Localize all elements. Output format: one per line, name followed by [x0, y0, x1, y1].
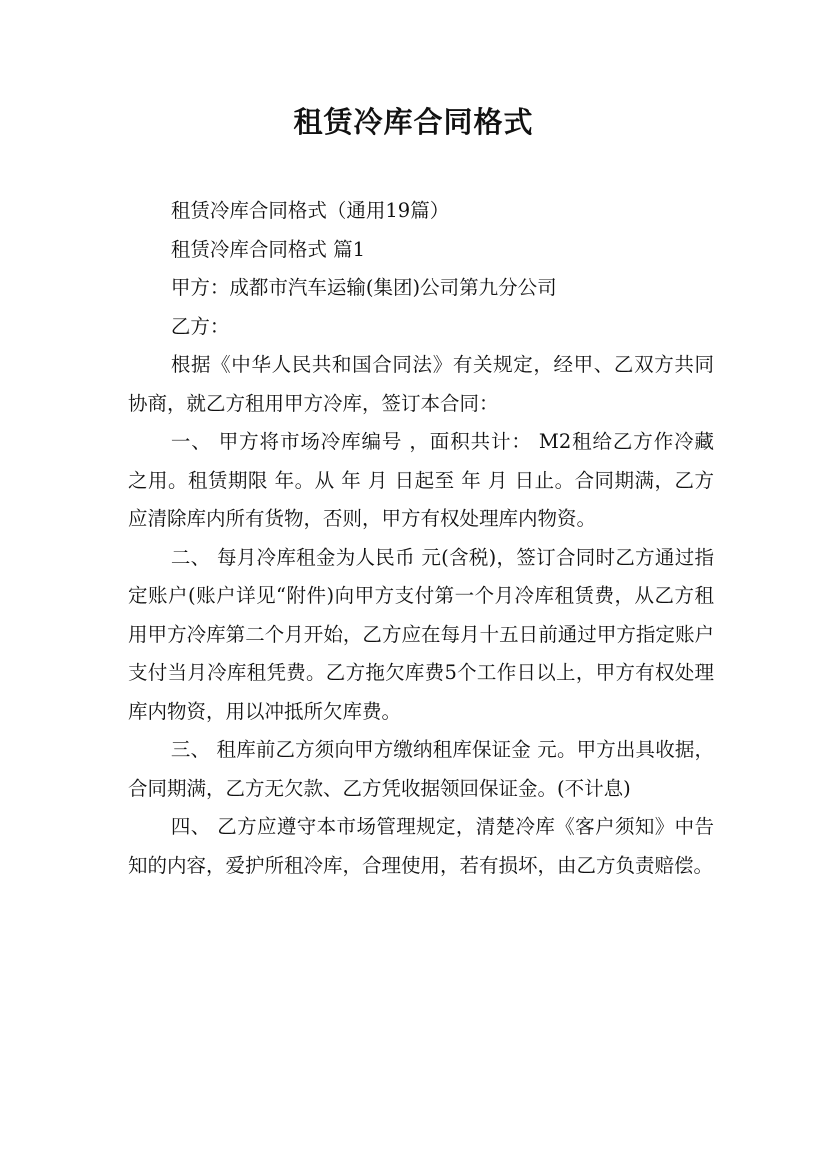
paragraph-party-b: 乙方： [170, 314, 230, 338]
document-title: 租赁冷库合同格式 [293, 105, 534, 139]
paragraph-party-a: 甲方：成都市汽车运输(集团)公司第九分公司 [170, 276, 557, 299]
paragraph-clause-1: 一、 甲方将市场冷库编号 ，面积共计： M2租给乙方作冷藏 之用。租赁期限 年。从 年 月 日起至 年 月 日止。合同期满，乙方应清除库内所有货物，否则，甲方有权处理库内物资。 [128, 430, 714, 530]
paragraph-subtitle: 租赁冷库合同格式（通用19篇） [170, 199, 450, 222]
paragraph-preamble: 根据《中华人民共和国合同法》有关规定，经甲、乙双方共同协商，就乙方租用甲方冷库，签订本合同： [128, 353, 714, 415]
paragraph-clause-2: 二、 每月冷库租金为人民币 元(含税)，签订合同时乙方通过指定账户(账户详见“附件)向甲方支付第一个月冷库租赁费，从乙方租用甲方冷库第二个月开始，乙方应在每月十五日前通过甲方指定账户支付当月冷库租凭费。乙方拖欠库费5个工作日以上，甲方有权处理库内物资，用以冲抵所欠库费。 [128, 545, 714, 723]
document-body [128, 192, 714, 885]
paragraph-clause-4: 四、 乙方应遵守本市场管理规定，清楚冷库《客户须知》中告知的内容，爱护所租冷库，合理使用，若有损坏，由乙方负责赔偿。 [128, 815, 714, 877]
paragraph-clause-3: 三、 租库前乙方须向甲方缴纳租库保证金 元。甲方出具收据，合同期满，乙方无欠款、乙方凭收据领回保证金。(不计息) [128, 738, 714, 800]
paragraph-section-heading: 租赁冷库合同格式 篇1 [170, 237, 365, 261]
